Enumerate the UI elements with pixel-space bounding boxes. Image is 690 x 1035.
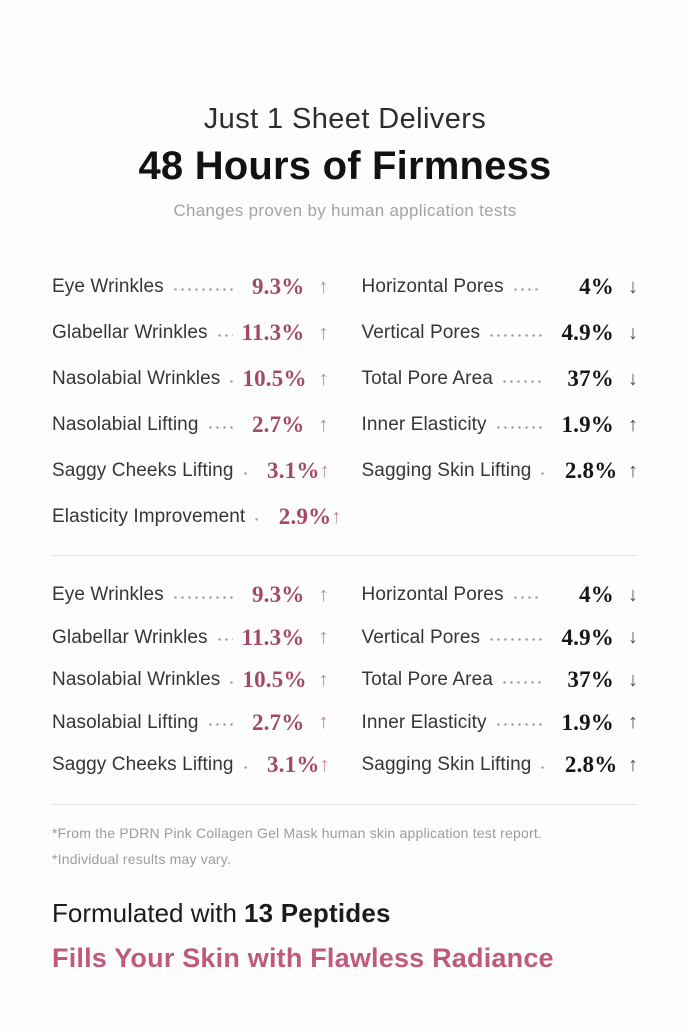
stats-block-2-right-column xyxy=(362,574,639,787)
stat-arrow-up-icon: ↑ xyxy=(319,459,330,482)
dotted-leader xyxy=(242,766,248,769)
stat-row xyxy=(52,617,329,660)
footnotes xyxy=(52,820,638,872)
stat-label: Glabellar Wrinkles xyxy=(52,626,208,648)
stat-value: 1.9% xyxy=(561,709,614,735)
formulated-peptides-count: 13 Peptides xyxy=(243,897,391,928)
dotted-leader xyxy=(207,723,233,726)
dotted-leader xyxy=(512,596,542,599)
stat-value: 9.3% xyxy=(251,274,305,299)
stat-label: Total Pore Area xyxy=(361,669,493,691)
stat-arrow-up-icon: ↑ xyxy=(318,711,329,734)
footnote-test-report: *From the PDRN Pink Collagen Gel Mask human skin application test report. xyxy=(52,824,543,841)
stat-arrow-up-icon: ↑ xyxy=(318,413,329,436)
stat-row xyxy=(362,264,639,310)
dotted-leader xyxy=(501,380,542,383)
stats-block-1 xyxy=(52,264,638,540)
footnote-results-vary: *Individual results may vary. xyxy=(52,850,232,867)
stat-arrow-down-icon: ↓ xyxy=(628,626,638,649)
dotted-leader xyxy=(488,334,542,337)
stat-value: 4% xyxy=(579,274,614,299)
divider xyxy=(52,804,638,805)
dotted-leader xyxy=(501,681,542,684)
stat-row xyxy=(362,659,639,702)
stat-arrow-down-icon: ↓ xyxy=(628,275,638,298)
dotted-leader xyxy=(512,288,542,291)
dotted-leader xyxy=(495,426,542,429)
stat-arrow-up-icon: ↑ xyxy=(318,275,329,298)
stat-value: 2.7% xyxy=(251,709,305,735)
stat-arrow-up-icon: ↑ xyxy=(318,321,329,344)
stat-arrow-down-icon: ↓ xyxy=(628,583,638,606)
dotted-leader xyxy=(539,472,545,475)
header xyxy=(52,101,638,222)
dotted-leader xyxy=(207,426,233,429)
dotted-leader xyxy=(228,681,234,684)
stat-value: 10.5% xyxy=(242,667,307,693)
stat-label: Nasolabial Wrinkles xyxy=(52,669,221,691)
stat-value: 4.9% xyxy=(561,320,614,345)
stat-arrow-down-icon: ↓ xyxy=(628,321,638,344)
dotted-leader xyxy=(216,638,233,641)
stat-row xyxy=(52,264,329,310)
stat-label: Saggy Cheeks Lifting xyxy=(52,754,234,776)
title-line-2: 48 Hours of Firmness xyxy=(138,144,552,188)
radiance-headline: Fills Your Skin with Flawless Radiance xyxy=(52,942,554,973)
title-line-1: Just 1 Sheet Delivers xyxy=(203,103,487,135)
dotted-leader xyxy=(495,723,542,726)
stat-arrow-down-icon: ↓ xyxy=(628,668,638,691)
stat-row xyxy=(52,448,329,494)
stat-row xyxy=(52,574,329,617)
stat-value: 11.3% xyxy=(241,624,305,650)
stat-arrow-up-icon: ↑ xyxy=(318,626,329,649)
stat-row xyxy=(52,356,329,402)
stat-value: 4.9% xyxy=(561,624,614,650)
stat-row xyxy=(362,617,639,660)
divider xyxy=(52,555,638,556)
stat-label: Sagging Skin Lifting xyxy=(361,754,532,776)
stats-block-2-left-column xyxy=(52,574,329,787)
dotted-leader xyxy=(253,518,259,521)
formulated-line xyxy=(52,897,638,929)
stat-value: 2.8% xyxy=(564,458,618,483)
dotted-leader xyxy=(242,472,248,475)
stats-block-1-left-column xyxy=(52,264,342,540)
stat-row xyxy=(52,402,329,448)
stat-row xyxy=(52,494,342,540)
dotted-leader xyxy=(488,638,542,641)
dotted-leader xyxy=(228,380,234,383)
stat-value: 9.3% xyxy=(251,582,305,608)
dotted-leader xyxy=(172,288,233,291)
stat-label: Elasticity Improvement xyxy=(52,506,246,527)
stat-arrow-up-icon: ↑ xyxy=(319,753,330,776)
stat-row xyxy=(362,744,639,787)
stat-label: Total Pore Area xyxy=(361,368,493,389)
stat-value: 2.7% xyxy=(251,412,305,437)
stat-row xyxy=(362,310,639,356)
stat-value: 10.5% xyxy=(242,366,307,391)
stat-arrow-up-icon: ↑ xyxy=(628,413,638,436)
stat-label: Horizontal Pores xyxy=(361,276,504,297)
stat-row xyxy=(52,744,329,787)
stat-arrow-up-icon: ↑ xyxy=(628,711,638,734)
stat-label: Vertical Pores xyxy=(361,322,481,343)
stats-block-1-right-column xyxy=(362,264,639,540)
stat-label: Inner Elasticity xyxy=(361,711,487,733)
stat-label: Nasolabial Lifting xyxy=(52,711,199,733)
stat-label: Saggy Cheeks Lifting xyxy=(52,460,234,481)
stat-value: 3.1% xyxy=(267,458,320,483)
stat-arrow-up-icon: ↑ xyxy=(318,668,329,691)
stat-row xyxy=(52,659,329,702)
stat-value: 3.1% xyxy=(267,752,320,778)
stat-label: Inner Elasticity xyxy=(361,414,487,435)
stat-value: 11.3% xyxy=(241,320,305,345)
stat-label: Nasolabial Wrinkles xyxy=(52,368,221,389)
stat-label: Nasolabial Lifting xyxy=(52,414,199,435)
stat-arrow-up-icon: ↑ xyxy=(628,459,638,482)
stat-label: Glabellar Wrinkles xyxy=(52,322,208,343)
stat-row xyxy=(52,310,329,356)
stat-label: Sagging Skin Lifting xyxy=(361,460,532,481)
stat-row xyxy=(52,702,329,745)
stat-label: Horizontal Pores xyxy=(361,584,504,606)
stat-arrow-up-icon: ↑ xyxy=(318,583,329,606)
stat-label: Eye Wrinkles xyxy=(52,276,164,297)
stat-label: Vertical Pores xyxy=(361,626,481,648)
stat-value: 2.8% xyxy=(564,752,618,778)
stat-arrow-up-icon: ↑ xyxy=(318,367,329,390)
stat-arrow-up-icon: ↑ xyxy=(331,505,342,528)
formulated-prefix: Formulated with xyxy=(52,897,237,928)
stat-value: 37% xyxy=(567,667,614,693)
footer xyxy=(52,897,638,975)
stat-row xyxy=(362,356,639,402)
stat-arrow-down-icon: ↓ xyxy=(628,367,638,390)
stat-row xyxy=(362,448,639,494)
stat-value: 1.9% xyxy=(561,412,614,437)
stat-label: Eye Wrinkles xyxy=(52,584,164,606)
stat-arrow-up-icon: ↑ xyxy=(628,753,638,776)
dotted-leader xyxy=(216,334,233,337)
stat-row xyxy=(362,574,639,617)
stat-value: 2.9% xyxy=(278,504,332,529)
dotted-leader xyxy=(172,596,233,599)
stat-value: 4% xyxy=(579,582,614,608)
dotted-leader xyxy=(539,766,545,769)
subtitle: Changes proven by human application tests xyxy=(173,201,517,220)
stats-block-2 xyxy=(52,574,638,787)
stat-row xyxy=(362,702,639,745)
stat-row xyxy=(362,402,639,448)
stat-value: 37% xyxy=(567,366,614,391)
